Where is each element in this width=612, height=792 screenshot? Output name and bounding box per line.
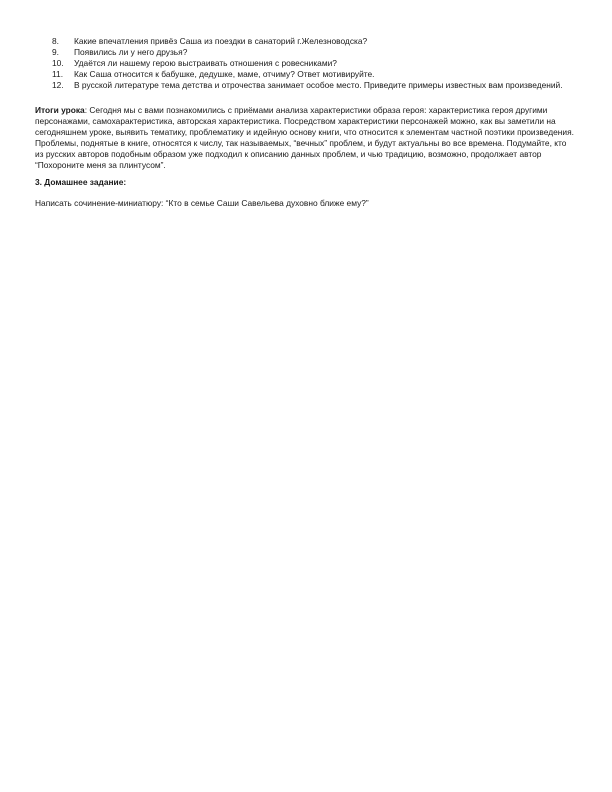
list-item <box>35 69 577 80</box>
question-text: Как Саша относится к бабушке, дедушке, маме, отчиму? Ответ мотивируйте. <box>74 69 375 79</box>
list-item <box>35 58 577 69</box>
question-number: 9. <box>52 47 59 57</box>
question-number: 11. <box>52 69 64 79</box>
list-item <box>35 47 577 58</box>
question-text: Удаётся ли нашему герою выстраивать отношения с ровесниками? <box>74 58 337 68</box>
question-number: 12. <box>52 80 64 90</box>
list-item <box>35 80 577 91</box>
question-text: Появились ли у него друзья? <box>74 47 188 57</box>
summary-text: : Сегодня мы с вами познакомились с приёмами анализа характеристики образа героя: характеристика героя другими персонажами, самохарактеристика, авторская характеристика. Посредством характеристики персонажей можно, как вы заметили на сегодняшнем уроке, выявить тематику, проблематику и идейную основу книги, что относится к элементам частной поэтики произведения. Проблемы, поднятые в книге, относятся к числу, так называемых, “вечных” проблем, и будут актуальны во все времена. Подумайте, кто из русских авторов подобным образом уже подходил к описанию данных проблем, и чью традицию, возможно, продолжает автор “Похороните меня за плинтусом”. <box>35 105 574 170</box>
summary-label: Итоги урока <box>35 105 85 115</box>
question-text: В русской литературе тема детства и отрочества занимает особое место. Приведите примеры известных вам произведений. <box>74 80 563 90</box>
question-text: Какие впечатления привёз Саша из поездки в санаторий г.Железноводска? <box>74 36 368 46</box>
question-number: 8. <box>52 36 59 46</box>
lesson-summary <box>35 105 577 171</box>
question-number: 10. <box>52 58 64 68</box>
homework-heading: 3. Домашнее задание: <box>35 177 127 187</box>
list-item <box>35 36 577 47</box>
homework-text: Написать сочинение-миниатюру: “Кто в семье Саши Савельева духовно ближе ему?” <box>35 198 369 208</box>
document-page <box>35 36 577 209</box>
question-list <box>35 36 577 91</box>
